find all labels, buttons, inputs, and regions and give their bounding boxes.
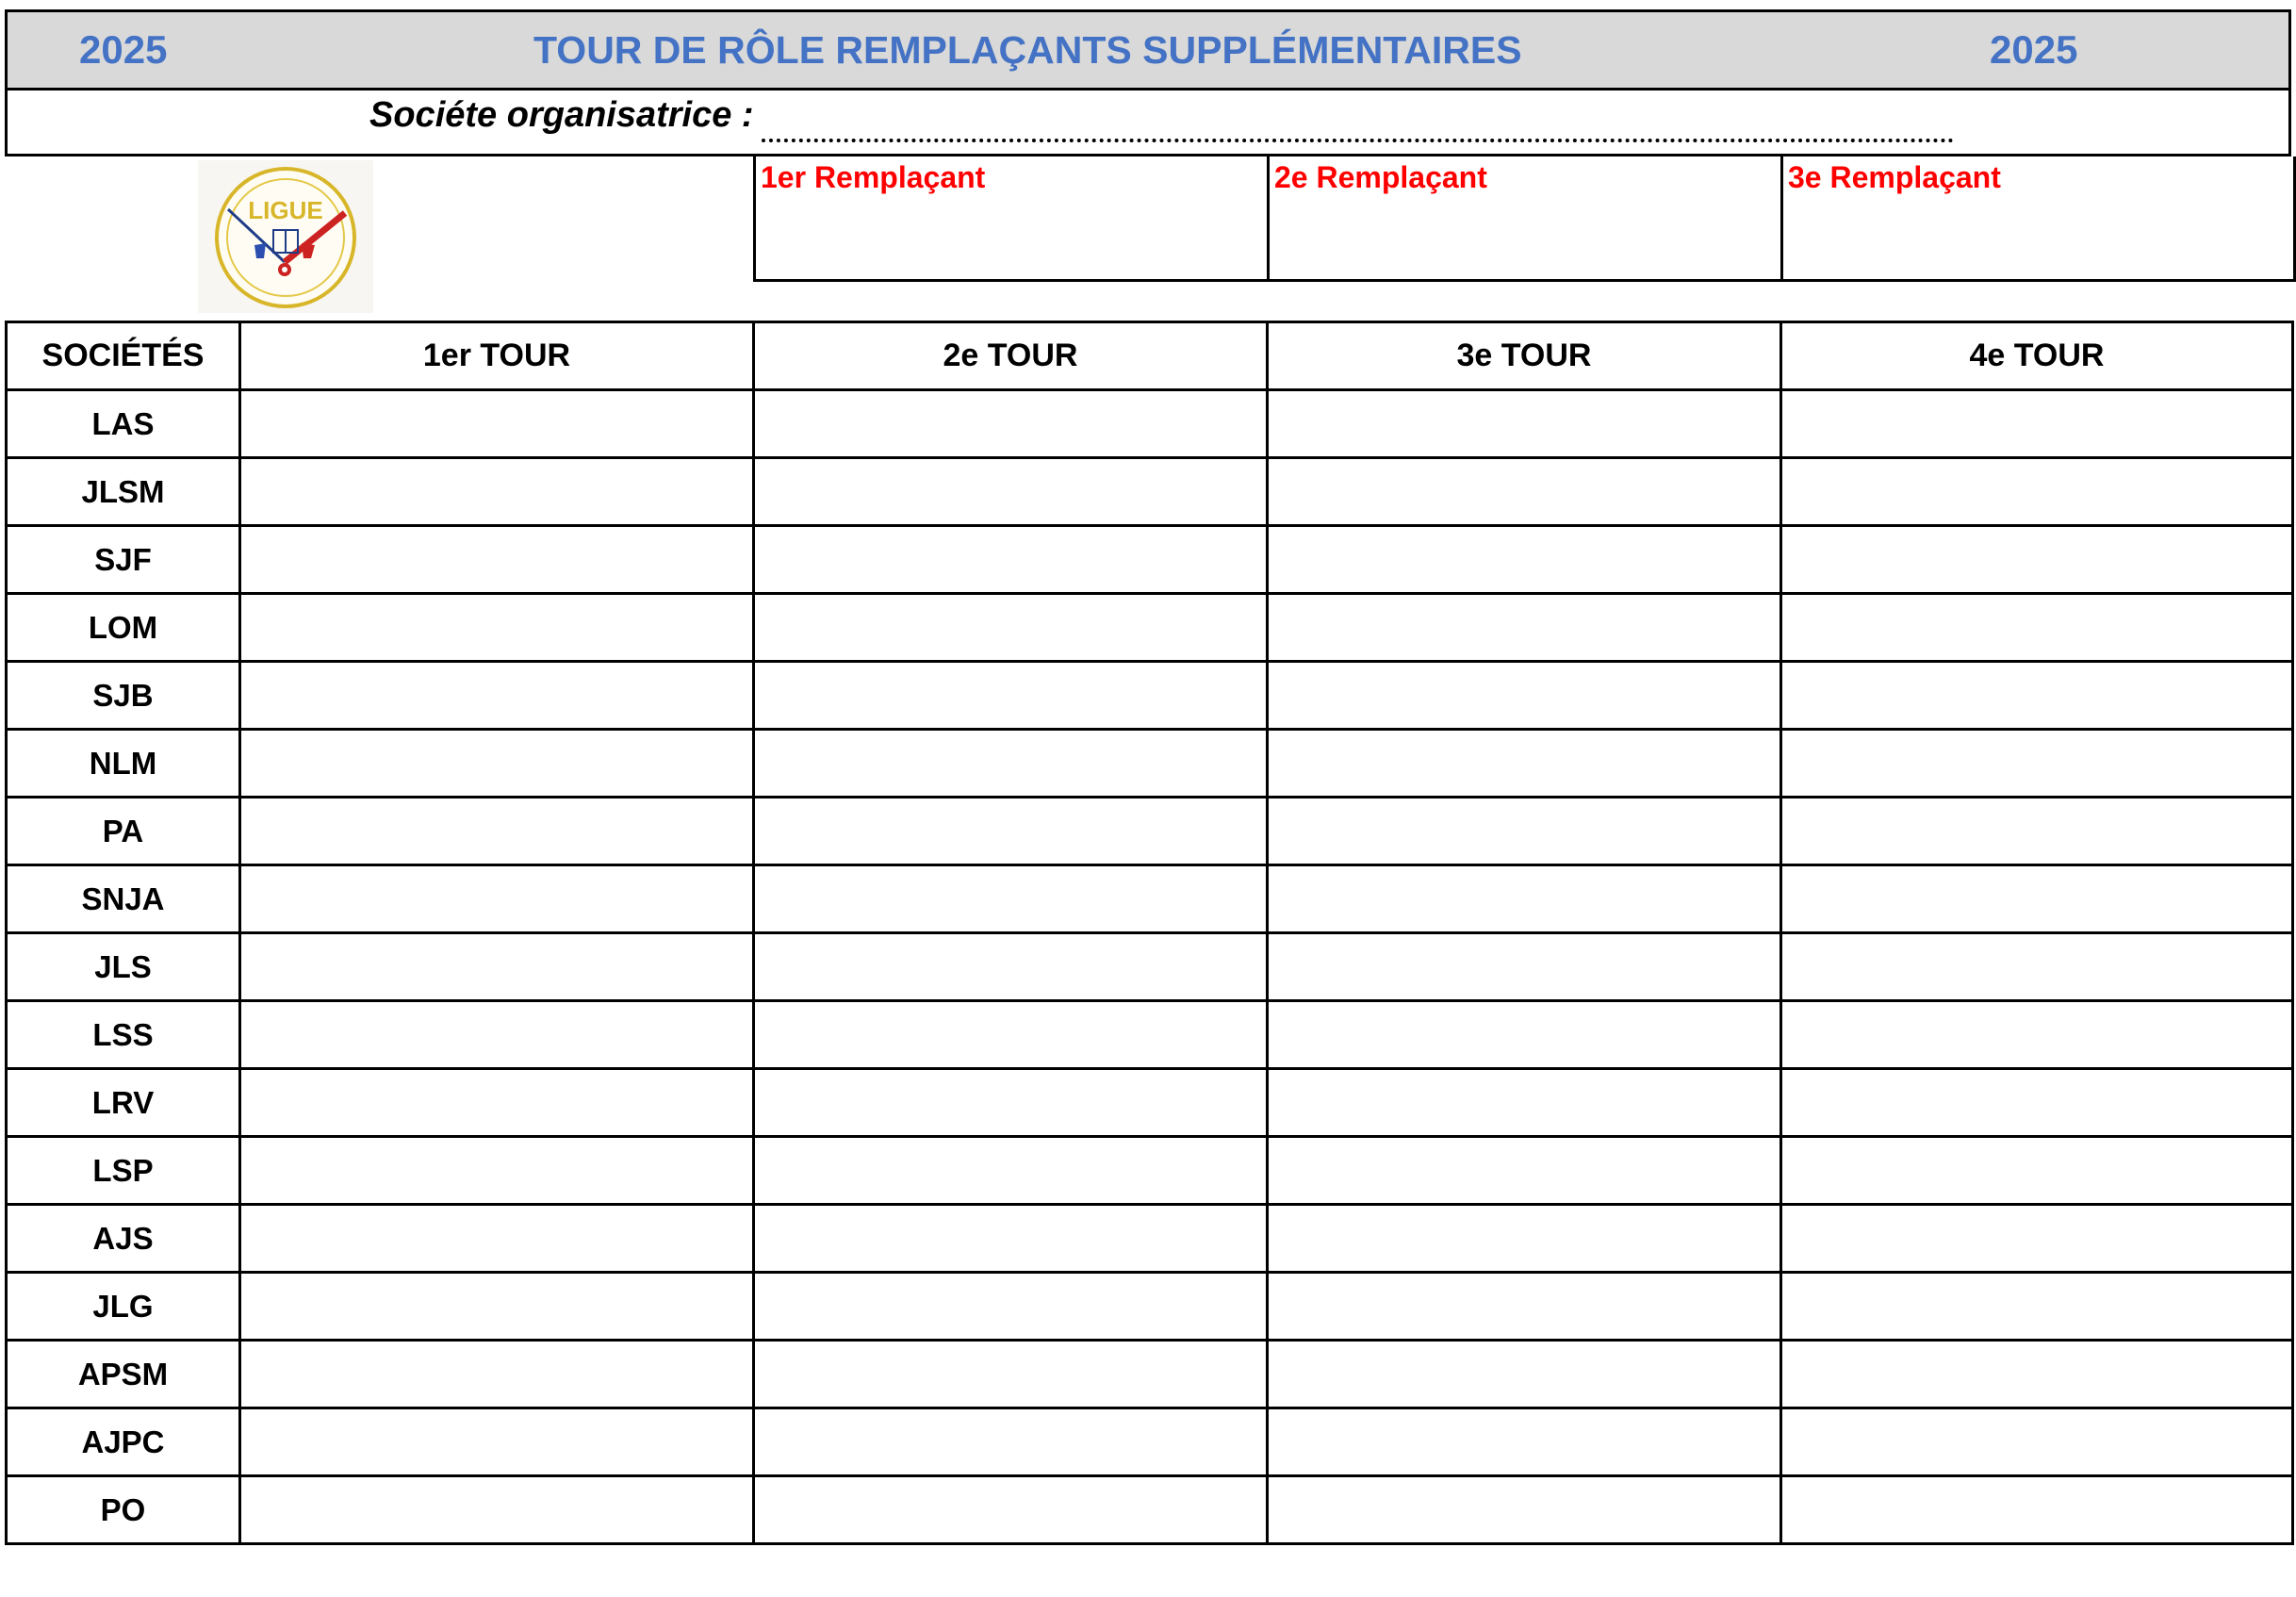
- tour-3-cell[interactable]: [1268, 730, 1781, 798]
- table-row: [7, 594, 2293, 662]
- society-name: NLM: [7, 730, 240, 798]
- society-name: JLSM: [7, 458, 240, 526]
- tour-4-cell[interactable]: [1781, 1137, 2293, 1205]
- replacement-box-3[interactable]: [1780, 156, 2296, 282]
- tour-3-cell[interactable]: [1268, 1476, 1781, 1544]
- tour-3-cell[interactable]: [1268, 1205, 1781, 1273]
- tour-2-cell[interactable]: [754, 730, 1268, 798]
- title-banner: [5, 9, 2291, 91]
- tour-1-cell[interactable]: [240, 1137, 754, 1205]
- table-header-row: [7, 322, 2293, 390]
- tour-4-cell[interactable]: [1781, 390, 2293, 458]
- replacement-label-3: 3e Remplaçant: [1788, 160, 2001, 194]
- table-row: [7, 1341, 2293, 1408]
- society-name: LRV: [7, 1069, 240, 1137]
- tour-2-cell[interactable]: [754, 1069, 1268, 1137]
- tour-1-cell[interactable]: [240, 390, 754, 458]
- svg-text:LIGUE: LIGUE: [248, 196, 323, 224]
- society-name: PO: [7, 1476, 240, 1544]
- tour-1-cell[interactable]: [240, 1476, 754, 1544]
- header-societes: SOCIÉTÉS: [7, 322, 240, 390]
- tour-2-cell[interactable]: [754, 1137, 1268, 1205]
- tour-2-cell[interactable]: [754, 1273, 1268, 1341]
- organizer-row: [5, 88, 2291, 156]
- tour-1-cell[interactable]: [240, 1001, 754, 1069]
- tour-1-cell[interactable]: [240, 594, 754, 662]
- society-name: JLG: [7, 1273, 240, 1341]
- tour-3-cell[interactable]: [1268, 798, 1781, 865]
- tour-3-cell[interactable]: [1268, 1341, 1781, 1408]
- tour-3-cell[interactable]: [1268, 1069, 1781, 1137]
- year-right: 2025: [1990, 27, 2078, 72]
- society-name: PA: [7, 798, 240, 865]
- table-row: [7, 1001, 2293, 1069]
- society-name: AJPC: [7, 1408, 240, 1476]
- tour-3-cell[interactable]: [1268, 458, 1781, 526]
- tour-1-cell[interactable]: [240, 798, 754, 865]
- tour-4-cell[interactable]: [1781, 458, 2293, 526]
- tour-4-cell[interactable]: [1781, 1069, 2293, 1137]
- table-row: [7, 730, 2293, 798]
- society-name: SNJA: [7, 865, 240, 933]
- tour-4-cell[interactable]: [1781, 933, 2293, 1001]
- tour-3-cell[interactable]: [1268, 594, 1781, 662]
- society-name: AJS: [7, 1205, 240, 1273]
- society-name: JLS: [7, 933, 240, 1001]
- replacement-label-2: 2e Remplaçant: [1274, 160, 1487, 194]
- tour-2-cell[interactable]: [754, 1205, 1268, 1273]
- table-row: [7, 458, 2293, 526]
- tour-1-cell[interactable]: [240, 1069, 754, 1137]
- tour-3-cell[interactable]: [1268, 526, 1781, 594]
- tour-3-cell[interactable]: [1268, 662, 1781, 730]
- tour-4-cell[interactable]: [1781, 662, 2293, 730]
- replacement-box-2[interactable]: [1267, 156, 1782, 282]
- table-row: [7, 1069, 2293, 1137]
- table-row: [7, 1476, 2293, 1544]
- tour-1-cell[interactable]: [240, 662, 754, 730]
- society-name: LSS: [7, 1001, 240, 1069]
- table-row: [7, 1205, 2293, 1273]
- tour-1-cell[interactable]: [240, 526, 754, 594]
- tour-3-cell[interactable]: [1268, 1273, 1781, 1341]
- tour-4-cell[interactable]: [1781, 1273, 2293, 1341]
- society-name: APSM: [7, 1341, 240, 1408]
- rotation-table: [5, 321, 2294, 1545]
- tour-2-cell[interactable]: [754, 390, 1268, 458]
- header-tour-3: 3e TOUR: [1268, 322, 1781, 390]
- tour-2-cell[interactable]: [754, 662, 1268, 730]
- tour-2-cell[interactable]: [754, 798, 1268, 865]
- year-left: 2025: [79, 27, 168, 72]
- tour-4-cell[interactable]: [1781, 1001, 2293, 1069]
- table-row: [7, 1137, 2293, 1205]
- header-tour-1: 1er TOUR: [240, 322, 754, 390]
- organizer-fill-line[interactable]: [762, 139, 1954, 142]
- table-row: [7, 933, 2293, 1001]
- league-crest-logo-icon: [198, 160, 373, 313]
- tour-4-cell[interactable]: [1781, 1341, 2293, 1408]
- society-name: SJB: [7, 662, 240, 730]
- tour-3-cell[interactable]: [1268, 933, 1781, 1001]
- table-row: [7, 1408, 2293, 1476]
- table-row: [7, 662, 2293, 730]
- tour-1-cell[interactable]: [240, 1205, 754, 1273]
- league-logo: [198, 160, 373, 313]
- tour-3-cell[interactable]: [1268, 390, 1781, 458]
- tour-2-cell[interactable]: [754, 933, 1268, 1001]
- replacement-box-1[interactable]: [753, 156, 1269, 282]
- replacement-label-1: 1er Remplaçant: [761, 160, 986, 194]
- tour-4-cell[interactable]: [1781, 1476, 2293, 1544]
- tour-1-cell[interactable]: [240, 865, 754, 933]
- tour-1-cell[interactable]: [240, 1273, 754, 1341]
- tour-3-cell[interactable]: [1268, 1137, 1781, 1205]
- tour-3-cell[interactable]: [1268, 1001, 1781, 1069]
- tour-2-cell[interactable]: [754, 865, 1268, 933]
- tour-4-cell[interactable]: [1781, 526, 2293, 594]
- tour-2-cell[interactable]: [754, 1476, 1268, 1544]
- tour-1-cell[interactable]: [240, 1408, 754, 1476]
- tour-4-cell[interactable]: [1781, 798, 2293, 865]
- tour-4-cell[interactable]: [1781, 1408, 2293, 1476]
- table-row: [7, 865, 2293, 933]
- society-name: LSP: [7, 1137, 240, 1205]
- tour-2-cell[interactable]: [754, 594, 1268, 662]
- tour-1-cell[interactable]: [240, 458, 754, 526]
- tour-2-cell[interactable]: [754, 1001, 1268, 1069]
- tour-4-cell[interactable]: [1781, 1205, 2293, 1273]
- table-body: [7, 390, 2293, 1544]
- tour-2-cell[interactable]: [754, 458, 1268, 526]
- table-row: [7, 390, 2293, 458]
- tour-4-cell[interactable]: [1781, 865, 2293, 933]
- tour-3-cell[interactable]: [1268, 1408, 1781, 1476]
- table-row: [7, 798, 2293, 865]
- table-row: [7, 526, 2293, 594]
- tour-4-cell[interactable]: [1781, 594, 2293, 662]
- table-row: [7, 1273, 2293, 1341]
- page-title: TOUR DE RÔLE REMPLAÇANTS SUPPLÉMENTAIRES: [533, 28, 1522, 72]
- tour-1-cell[interactable]: [240, 933, 754, 1001]
- tour-3-cell[interactable]: [1268, 865, 1781, 933]
- tour-1-cell[interactable]: [240, 730, 754, 798]
- tour-1-cell[interactable]: [240, 1341, 754, 1408]
- organizer-label: Sociéte organisatrice :: [369, 95, 754, 135]
- tour-2-cell[interactable]: [754, 1408, 1268, 1476]
- society-name: SJF: [7, 526, 240, 594]
- tour-4-cell[interactable]: [1781, 730, 2293, 798]
- tour-2-cell[interactable]: [754, 1341, 1268, 1408]
- society-name: LAS: [7, 390, 240, 458]
- header-tour-4: 4e TOUR: [1781, 322, 2293, 390]
- tour-2-cell[interactable]: [754, 526, 1268, 594]
- society-name: LOM: [7, 594, 240, 662]
- header-tour-2: 2e TOUR: [754, 322, 1268, 390]
